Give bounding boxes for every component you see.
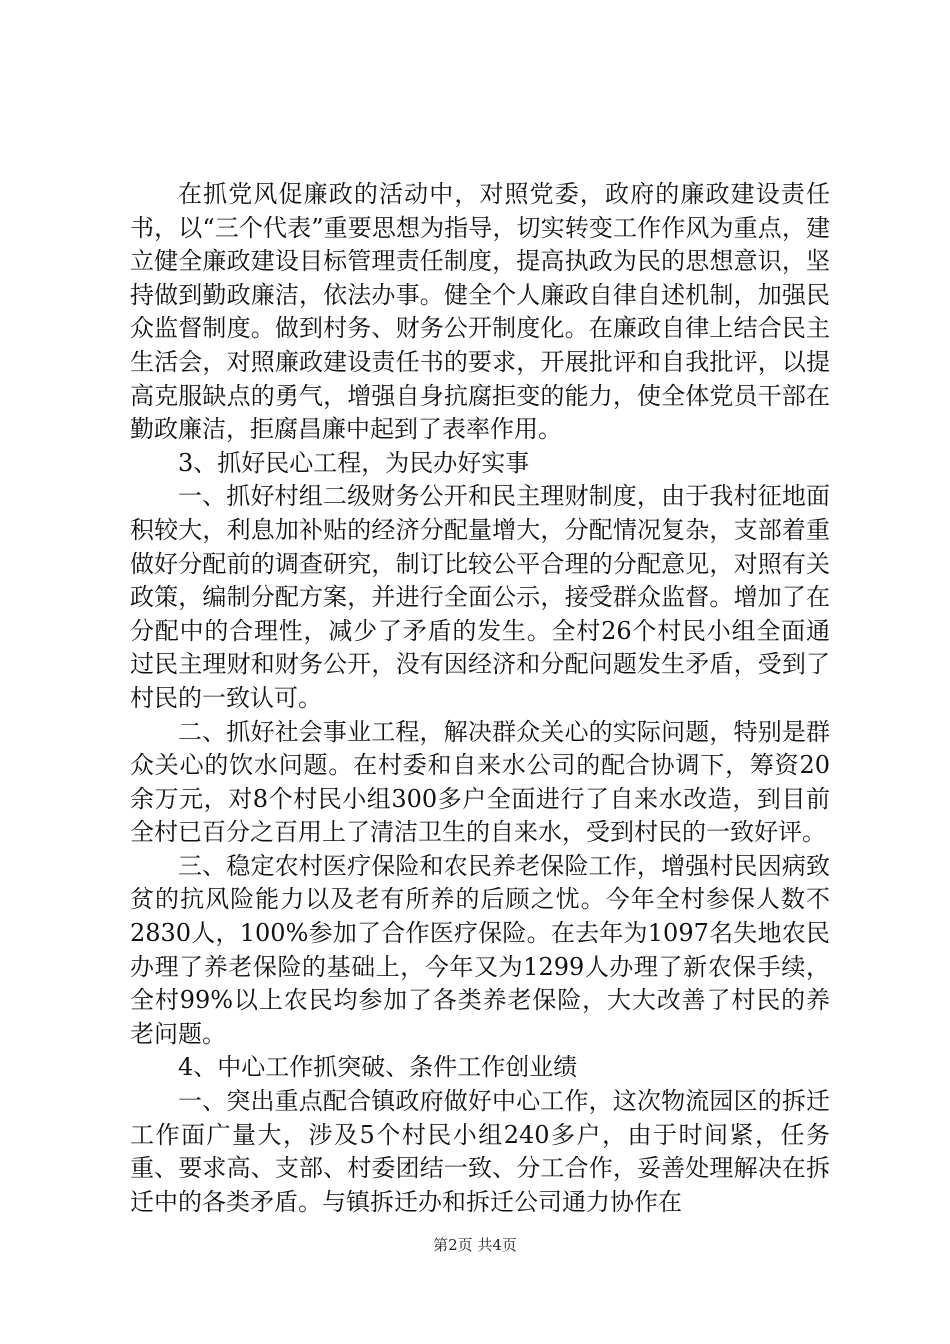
document-body xyxy=(130,178,830,1219)
paragraph-finance-disclosure: 一、抓好村组二级财务公开和民主理财制度，由于我村征地面积较大，利息加补贴的经济分配量增大，分配情况复杂，支部着重做好分配前的调查研究，制订比较公平合理的分配意见，对照有关政策，编制分配方案，并进行全面公示，接受群众监督。增加了在分配中的合理性，减少了矛盾的发生。全村26个村民小组全面通过民主理财和财务公开，没有因经济和分配问题发生矛盾，受到了村民的一致认可。 xyxy=(130,482,830,712)
paragraph-relocation: 一、突出重点配合镇政府做好中心工作，这次物流园区的拆迁工作面广量大，涉及5个村民小组240多户，由于时间紧，任务重、要求高、支部、村委团结一致、分工合作，妥善处理解决在拆迁中的各类矛盾。与镇拆迁办和拆迁公司通力协作在 xyxy=(130,1087,830,1216)
paragraph-anti-corruption: 在抓党风促廉政的活动中，对照党委，政府的廉政建设责任书，以“三个代表”重要思想为指导，切实转变工作作风为重点，建立健全廉政建设目标管理责任制度，提高执政为民的思想意识，坚持做到勤政廉洁，依法办事。健全个人廉政自律自述机制，加强民众监督制度。做到村务、财务公开制度化。在廉政自律上结合民主生活会，对照廉政建设责任书的要求，开展批评和自我批评，以提高克服缺点的勇气，增强自身抗腐拒变的能力，使全体党员干部在勤政廉洁，拒腐昌廉中起到了表率作用。 xyxy=(130,180,830,444)
paragraph-water-supply: 二、抓好社会事业工程，解决群众关心的实际问题，特别是群众关心的饮水问题。在村委和自来水公司的配合协调下，筹资20余万元，对8个村民小组300多户全面进行了自来水改造，到目前全村已百分之百用上了清洁卫生的自来水，受到村民的一致好评。 xyxy=(130,717,830,847)
section-heading-3: 3、抓好民心工程，为民办好实事 xyxy=(178,448,530,477)
page-footer: 第2页 共4页 xyxy=(433,1236,517,1254)
paragraph-insurance: 三、稳定农村医疗保险和农民养老保险工作，增强村民因病致贫的抗风险能力以及老有所养的后顾之忧。今年全村参保人数不2830人，100%参加了合作医疗保险。在去年为1097名失地农民办理了养老保险的基础上，今年又为1299人办理了新农保手续，全村99%以上农民均参加了各类养老保险，大大改善了村民的养老问题。 xyxy=(130,851,830,1048)
section-heading-4: 4、中心工作抓突破、条件工作创业绩 xyxy=(178,1053,578,1082)
